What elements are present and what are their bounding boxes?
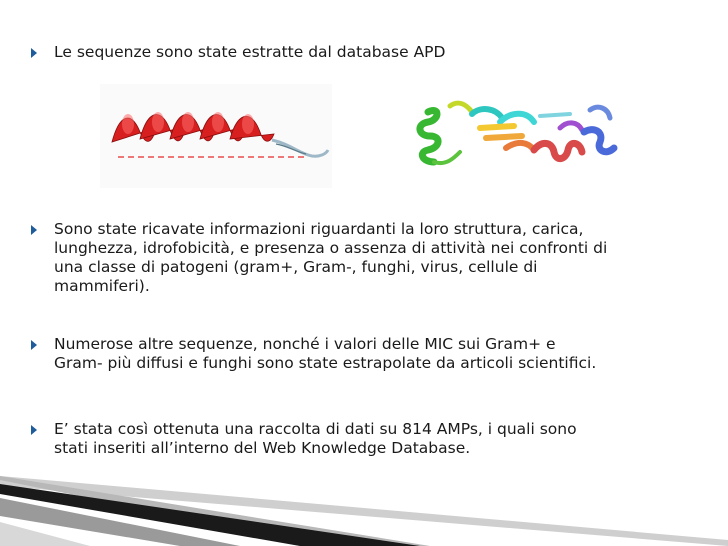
bottom-decorative-swoosh bbox=[0, 476, 728, 546]
arrow-bullet-icon bbox=[28, 335, 54, 354]
protein-structure-image bbox=[410, 92, 620, 176]
arrow-bullet-icon bbox=[28, 220, 54, 239]
bullet-text: E’ stata così ottenuta una raccolta di dati su 814 AMPs, i quali sono stati inseriti all’interno del Web Knowledge Database. bbox=[54, 420, 577, 457]
bullet-text: Sono state ricavate informazioni riguardanti la loro struttura, carica, lunghezza, idrofobicità, e presenza o assenza di attività nei confronti di una classe di patogeni (gram+, Gram-, funghi, virus, cellule di mammiferi). bbox=[54, 220, 608, 295]
bullet-text: Le sequenze sono state estratte dal database APD bbox=[54, 43, 446, 61]
arrow-bullet-icon bbox=[28, 43, 54, 62]
bullet-item bbox=[28, 220, 718, 296]
alpha-helix-image bbox=[100, 84, 332, 188]
bullet-item bbox=[28, 420, 718, 458]
arrow-bullet-icon bbox=[28, 420, 54, 439]
bullet-text: Numerose altre sequenze, nonché i valori delle MIC sui Gram+ e Gram- più diffusi e funghi sono state estrapolate da articoli scientifici. bbox=[54, 335, 597, 372]
bullet-item bbox=[28, 335, 718, 373]
bullet-item bbox=[28, 43, 718, 62]
